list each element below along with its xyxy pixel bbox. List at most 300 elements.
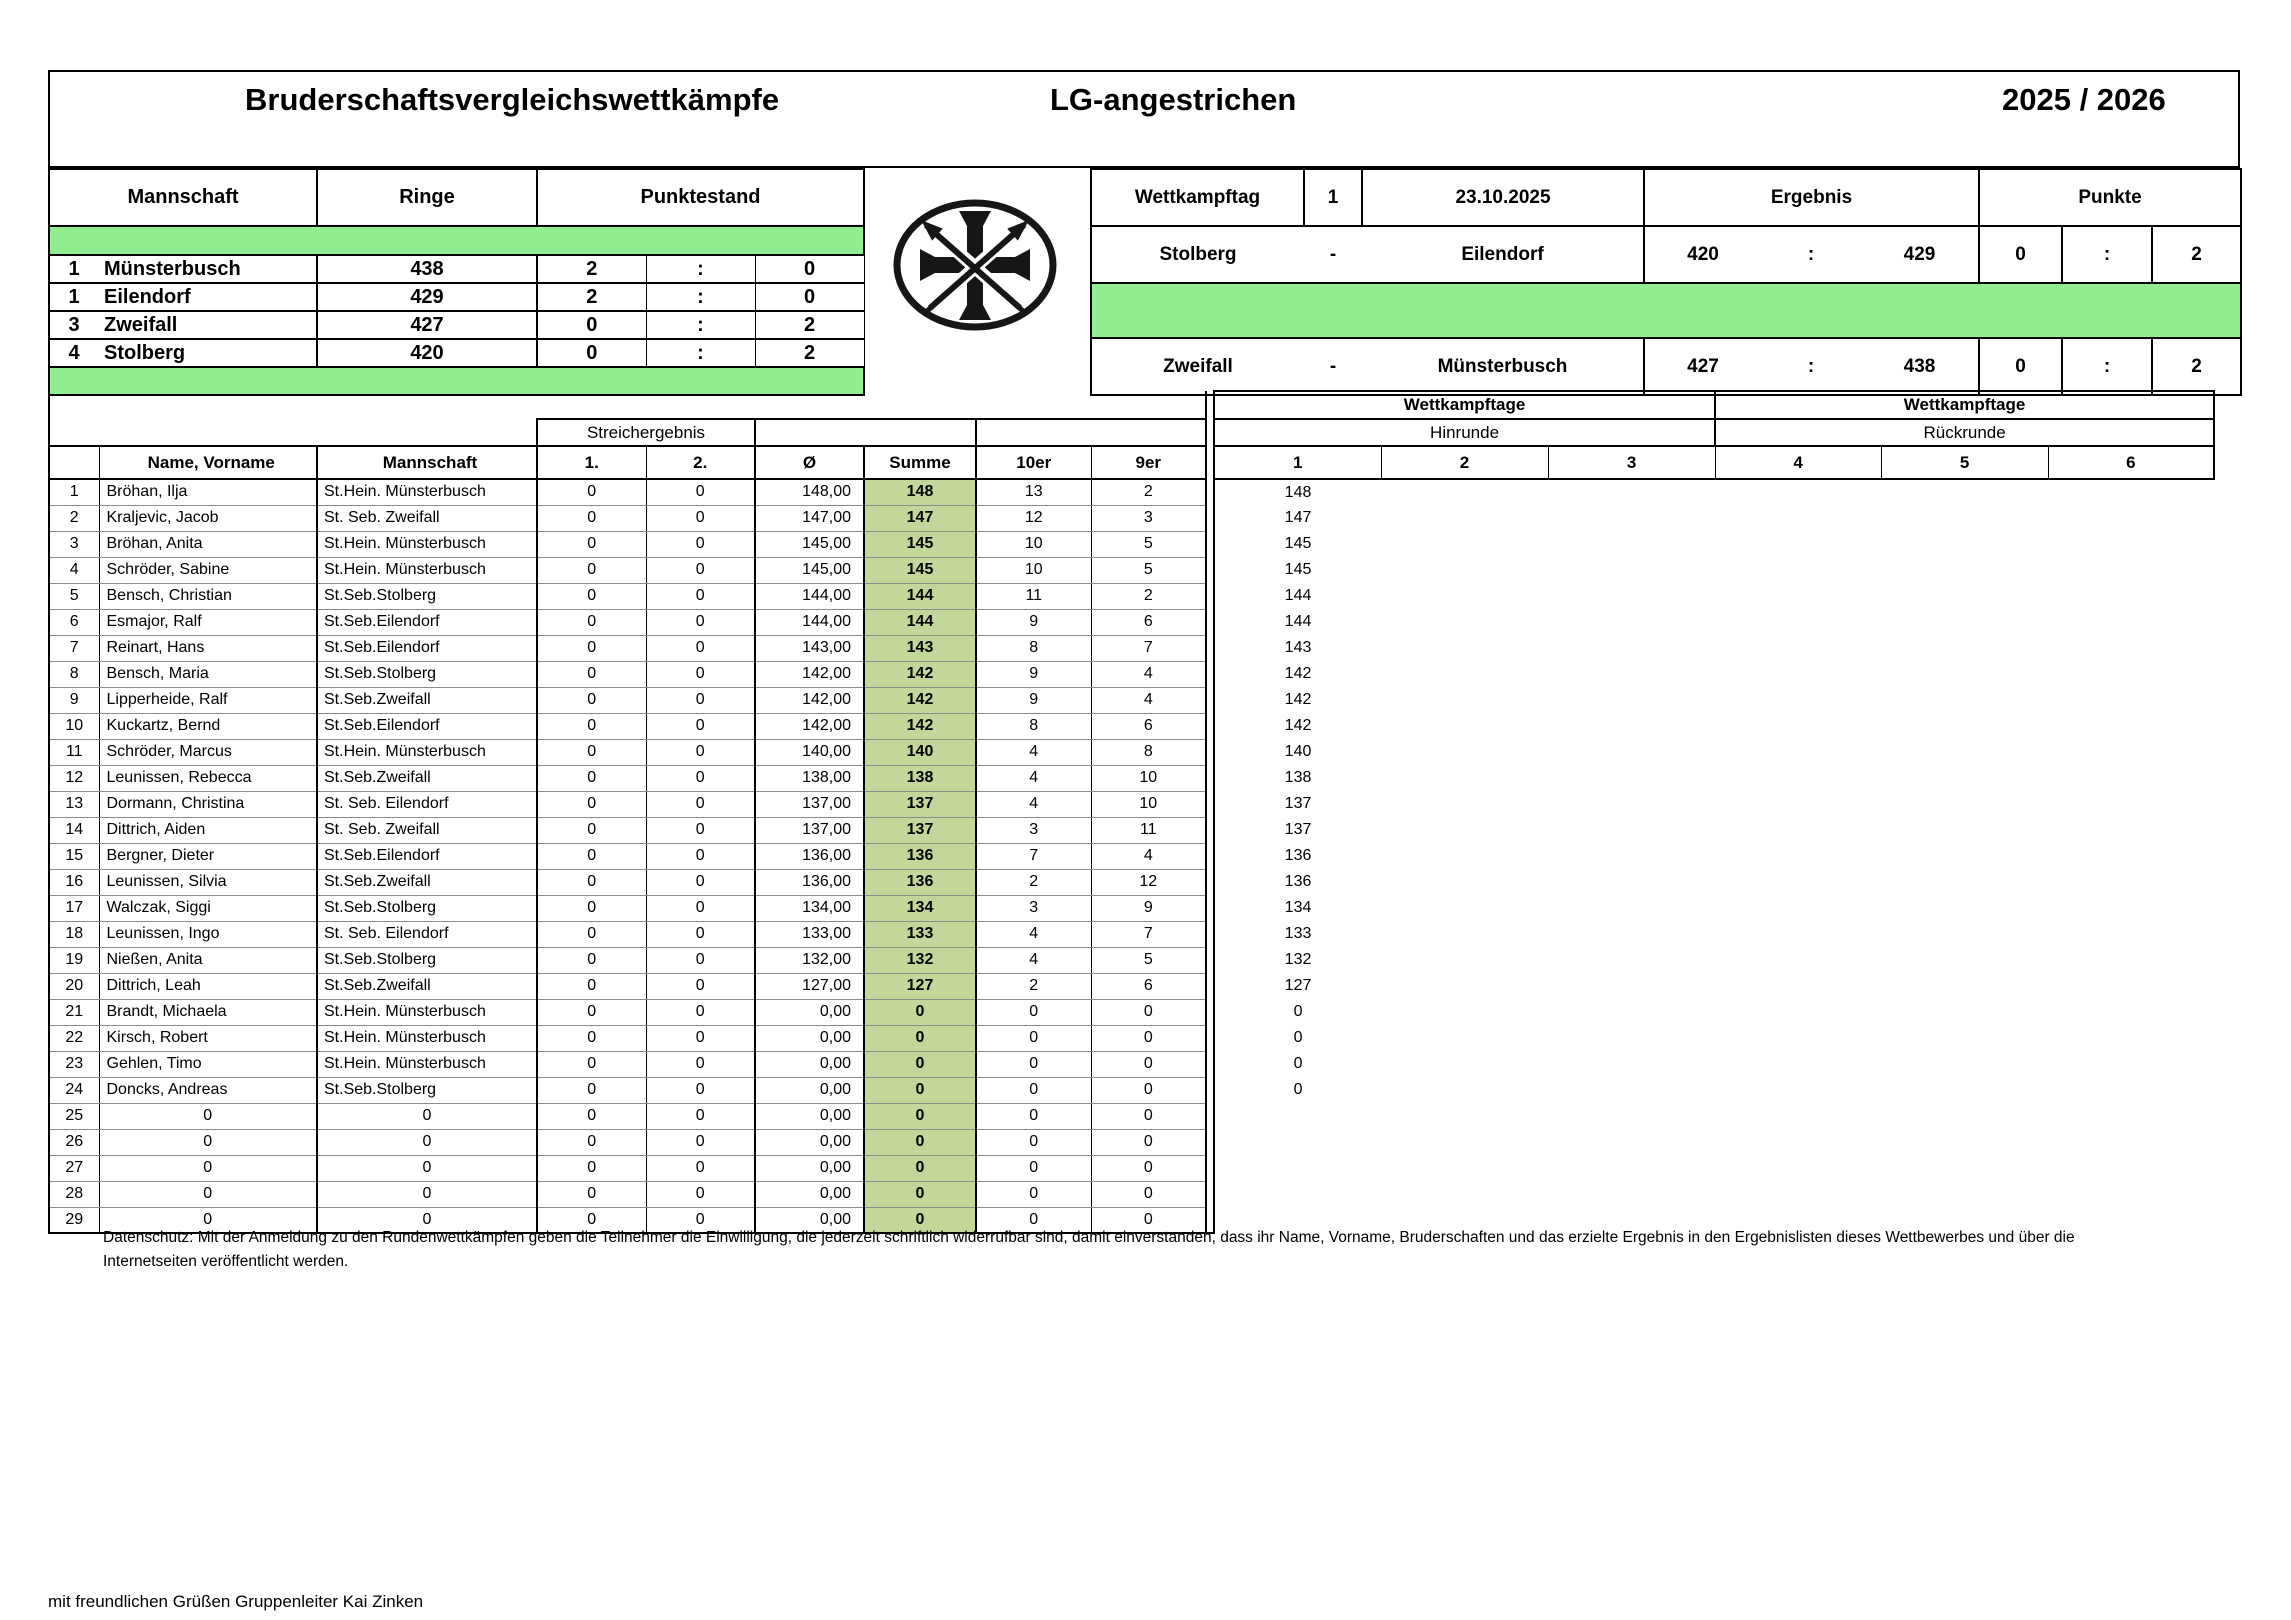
shooter-name: Doncks, Andreas — [99, 1077, 317, 1103]
tens-count: 3 — [976, 817, 1091, 843]
shooter-name: 0 — [99, 1129, 317, 1155]
streich-1-value: 0 — [537, 505, 646, 531]
colon-separator: : — [646, 339, 755, 367]
nines-count: 0 — [1091, 1025, 1206, 1051]
day-empty-cell — [1548, 843, 1715, 869]
shooter-name: 0 — [99, 1181, 317, 1207]
nines-count: 0 — [1091, 1155, 1206, 1181]
average-value: 144,00 — [755, 583, 864, 609]
nines-count: 5 — [1091, 947, 1206, 973]
result-row — [49, 1103, 2214, 1129]
day-empty-cell — [2048, 791, 2214, 817]
day-empty-cell — [2048, 947, 2214, 973]
blank-corner-cell — [49, 446, 99, 479]
streich-2-value: 0 — [646, 557, 755, 583]
shooter-club: St. Seb. Eilendorf — [317, 791, 537, 817]
shooter-club: St.Seb.Eilendorf — [317, 843, 537, 869]
shooter-name: Schröder, Sabine — [99, 557, 317, 583]
streich-2-value: 0 — [646, 1103, 755, 1129]
shooter-name: Bröhan, Ilja — [99, 479, 317, 505]
day-empty-cell — [1715, 1129, 1881, 1155]
result-row — [49, 817, 2214, 843]
shooter-name: Esmajor, Ralf — [99, 609, 317, 635]
result-row — [49, 765, 2214, 791]
day-1-result: 142 — [1284, 691, 1312, 708]
day-empty-cell — [1381, 999, 1548, 1025]
day-empty-cell — [1715, 791, 1881, 817]
summe-value: 0 — [864, 1207, 976, 1233]
column-separator — [1206, 1025, 1214, 1051]
day-1-result: 145 — [1284, 535, 1312, 552]
day-empty-cell — [2048, 531, 2214, 557]
result-row — [49, 843, 2214, 869]
average-value: 143,00 — [755, 635, 864, 661]
column-separator — [1206, 419, 1214, 446]
summe-value: 142 — [864, 661, 976, 687]
summe-value: 0 — [864, 1155, 976, 1181]
column-separator — [1206, 1129, 1214, 1155]
header-day-1: 1 — [1214, 446, 1381, 479]
nines-count: 0 — [1091, 1181, 1206, 1207]
tens-count: 7 — [976, 843, 1091, 869]
column-separator — [1206, 1051, 1214, 1077]
day-empty-cell — [2048, 843, 2214, 869]
summe-value: 136 — [864, 843, 976, 869]
day-1-result: 143 — [1284, 639, 1312, 656]
result-row — [49, 1051, 2214, 1077]
match-results-table — [1090, 168, 2242, 396]
row-number: 26 — [49, 1129, 99, 1155]
discipline-title: LG-angestrichen — [1050, 82, 1297, 117]
streich-2-value: 0 — [646, 843, 755, 869]
tens-count: 2 — [976, 869, 1091, 895]
header-10er: 10er — [976, 446, 1091, 479]
result-row — [49, 1155, 2214, 1181]
day-empty-cell — [2048, 635, 2214, 661]
day-empty-cell — [2048, 583, 2214, 609]
summe-value: 0 — [864, 1129, 976, 1155]
column-separator — [1206, 791, 1214, 817]
column-separator — [1206, 531, 1214, 557]
shooter-name: Brandt, Michaela — [99, 999, 317, 1025]
result-row — [49, 895, 2214, 921]
shooter-club: St.Hein. Münsterbusch — [317, 1025, 537, 1051]
day-empty-cell — [2048, 1155, 2214, 1181]
summe-value: 138 — [864, 765, 976, 791]
day-empty-cell — [1715, 1181, 1881, 1207]
match-header-ergebnis: Ergebnis — [1644, 169, 1979, 226]
streich-2-value: 0 — [646, 1051, 755, 1077]
streich-1-value: 0 — [537, 1129, 646, 1155]
streich-2-value: 0 — [646, 687, 755, 713]
nines-count: 2 — [1091, 583, 1206, 609]
shooter-club: St.Hein. Münsterbusch — [317, 1051, 537, 1077]
day-empty-cell — [1881, 713, 2048, 739]
streich-1-value: 0 — [537, 999, 646, 1025]
team-points-against: 2 — [755, 339, 864, 367]
header-day-2: 2 — [1381, 446, 1548, 479]
summe-value: 142 — [864, 687, 976, 713]
row-number: 1 — [49, 479, 99, 505]
day-empty-cell — [1881, 609, 2048, 635]
team-rank: 3 — [68, 313, 80, 336]
day-empty-cell — [1715, 973, 1881, 999]
match-away-score: 429 — [1861, 226, 1979, 283]
tens-count: 10 — [976, 531, 1091, 557]
summe-value: 144 — [864, 609, 976, 635]
nines-count: 10 — [1091, 791, 1206, 817]
tens-count: 0 — [976, 999, 1091, 1025]
result-row — [49, 1077, 2214, 1103]
match-header-punkte: Punkte — [1979, 169, 2241, 226]
summe-value: 137 — [864, 791, 976, 817]
summe-value: 145 — [864, 531, 976, 557]
privacy-line-2: Internetseiten veröffentlicht werden. — [103, 1253, 349, 1270]
tens-count: 4 — [976, 739, 1091, 765]
day-empty-cell — [1548, 1051, 1715, 1077]
team-header-row — [49, 169, 864, 226]
privacy-line-1: Datenschutz: Mit der Anmeldung zu den Rundenwettkämpfen geben die Teilnehmer die Einwilligung, die jederzeit schriftlich widerrufbar sind, damit einverstanden, dass ihr Name, Vorname, Bruderschaften und das erzielte Ergebnis in den Ergebnislisten dieses Wettbewerbes und über die — [103, 1229, 2075, 1246]
tens-count: 4 — [976, 947, 1091, 973]
day-1-result: 136 — [1284, 847, 1312, 864]
shooter-club: St.Seb.Stolberg — [317, 661, 537, 687]
column-separator — [1206, 921, 1214, 947]
day-1-result: 140 — [1284, 743, 1312, 760]
shooter-club: St.Hein. Münsterbusch — [317, 999, 537, 1025]
shooter-name: Dittrich, Aiden — [99, 817, 317, 843]
average-value: 138,00 — [755, 765, 864, 791]
shooter-club: St.Seb.Stolberg — [317, 583, 537, 609]
day-empty-cell — [1381, 609, 1548, 635]
day-empty-cell — [2048, 479, 2214, 505]
day-empty-cell — [1715, 817, 1881, 843]
streich-2-value: 0 — [646, 973, 755, 999]
day-empty-cell — [1381, 661, 1548, 687]
day-1-result: 134 — [1284, 899, 1312, 916]
team-name: Zweifall — [104, 313, 178, 336]
tens-count: 2 — [976, 973, 1091, 999]
header-name: Name, Vorname — [99, 446, 317, 479]
team-name: Münsterbusch — [104, 257, 241, 280]
streich-1-value: 0 — [537, 661, 646, 687]
shooter-name: Kraljevic, Jacob — [99, 505, 317, 531]
average-value: 0,00 — [755, 1181, 864, 1207]
column-separator — [1206, 817, 1214, 843]
season-label: 2025 / 2026 — [2002, 82, 2166, 117]
day-empty-cell — [1881, 635, 2048, 661]
row-number: 6 — [49, 609, 99, 635]
tens-count: 0 — [976, 1155, 1091, 1181]
match-away-team: Münsterbusch — [1362, 338, 1644, 395]
colon-separator: : — [646, 255, 755, 283]
header-day-3: 3 — [1548, 446, 1715, 479]
average-value: 136,00 — [755, 843, 864, 869]
day-empty-cell — [1881, 1103, 2048, 1129]
column-separator — [1206, 609, 1214, 635]
tens-count: 9 — [976, 661, 1091, 687]
nines-count: 4 — [1091, 661, 1206, 687]
day-empty-cell — [2048, 817, 2214, 843]
match-header-wettkampftag: Wettkampftag — [1091, 169, 1304, 226]
row-number: 3 — [49, 531, 99, 557]
day-empty-cell — [1548, 583, 1715, 609]
row-number: 8 — [49, 661, 99, 687]
shooter-name: Dittrich, Leah — [99, 973, 317, 999]
team-name-cell — [49, 339, 317, 367]
day-empty-cell — [2048, 765, 2214, 791]
day-empty-cell — [1381, 791, 1548, 817]
day-empty-cell — [1548, 973, 1715, 999]
day-1-result — [1214, 1129, 1381, 1155]
row-number: 10 — [49, 713, 99, 739]
day-empty-cell — [1381, 557, 1548, 583]
shooter-name: Leunissen, Ingo — [99, 921, 317, 947]
average-value: 0,00 — [755, 1051, 864, 1077]
shooter-club: 0 — [317, 1181, 537, 1207]
column-separator — [1206, 843, 1214, 869]
nines-count: 5 — [1091, 531, 1206, 557]
day-empty-cell — [2048, 895, 2214, 921]
team-points-for: 0 — [537, 311, 646, 339]
day-empty-cell — [1548, 713, 1715, 739]
average-value: 142,00 — [755, 687, 864, 713]
result-row — [49, 739, 2214, 765]
shooter-name: Gehlen, Timo — [99, 1051, 317, 1077]
match-header-day-number: 1 — [1304, 169, 1362, 226]
average-value: 132,00 — [755, 947, 864, 973]
row-number: 17 — [49, 895, 99, 921]
day-empty-cell — [1381, 843, 1548, 869]
match-row — [1091, 338, 2241, 395]
shooter-club: St.Seb.Stolberg — [317, 1077, 537, 1103]
shooter-club: St. Seb. Eilendorf — [317, 921, 537, 947]
shooter-club: St.Seb.Zweifall — [317, 765, 537, 791]
tens-count: 10 — [976, 557, 1091, 583]
green-bar — [49, 226, 864, 255]
day-empty-cell — [1381, 479, 1548, 505]
day-empty-cell — [1715, 713, 1881, 739]
nines-count: 0 — [1091, 1129, 1206, 1155]
column-separator — [1206, 869, 1214, 895]
team-row — [49, 339, 864, 367]
shooter-club: St.Seb.Stolberg — [317, 947, 537, 973]
column-separator — [1206, 765, 1214, 791]
day-empty-cell — [1715, 1025, 1881, 1051]
day-empty-cell — [1881, 557, 2048, 583]
match-home-team: Zweifall — [1091, 338, 1304, 395]
day-empty-cell — [2048, 739, 2214, 765]
nines-count: 0 — [1091, 1207, 1206, 1233]
shooter-name: 0 — [99, 1103, 317, 1129]
column-separator — [1206, 583, 1214, 609]
day-empty-cell — [1381, 817, 1548, 843]
day-1-result — [1214, 1103, 1381, 1129]
day-1-result: 142 — [1284, 717, 1312, 734]
streich-2-value: 0 — [646, 505, 755, 531]
team-points-for: 2 — [537, 255, 646, 283]
shooter-name: Bensch, Maria — [99, 661, 317, 687]
row-number: 22 — [49, 1025, 99, 1051]
wettkampftage-left-header: Wettkampftage — [1214, 391, 1715, 419]
day-empty-cell — [1381, 765, 1548, 791]
shooter-club: St.Seb.Zweifall — [317, 869, 537, 895]
match-away-points: 2 — [2152, 338, 2241, 395]
row-number: 9 — [49, 687, 99, 713]
day-empty-cell — [1715, 921, 1881, 947]
day-empty-cell — [1381, 921, 1548, 947]
result-row — [49, 583, 2214, 609]
row-number: 13 — [49, 791, 99, 817]
result-row — [49, 505, 2214, 531]
day-empty-cell — [1381, 531, 1548, 557]
streich-1-value: 0 — [537, 817, 646, 843]
day-empty-cell — [2048, 505, 2214, 531]
streich-2-value: 0 — [646, 583, 755, 609]
green-divider-row — [49, 226, 864, 255]
day-empty-cell — [1881, 739, 2048, 765]
tens-count: 9 — [976, 609, 1091, 635]
shooter-name: Kuckartz, Bernd — [99, 713, 317, 739]
row-number: 25 — [49, 1103, 99, 1129]
day-empty-cell — [1548, 765, 1715, 791]
row-number: 2 — [49, 505, 99, 531]
shooter-name: Bröhan, Anita — [99, 531, 317, 557]
day-empty-cell — [1548, 921, 1715, 947]
streich-2-value: 0 — [646, 1129, 755, 1155]
shooter-club: St.Hein. Münsterbusch — [317, 531, 537, 557]
summe-value: 148 — [864, 479, 976, 505]
day-1-result: 147 — [1284, 509, 1312, 526]
summe-value: 133 — [864, 921, 976, 947]
day-empty-cell — [1881, 999, 2048, 1025]
nines-count: 4 — [1091, 687, 1206, 713]
column-separator — [1206, 739, 1214, 765]
match-away-points: 2 — [2152, 226, 2241, 283]
day-empty-cell — [1548, 661, 1715, 687]
team-standings-table — [48, 168, 865, 396]
streich-1-value: 0 — [537, 1025, 646, 1051]
tens-count: 0 — [976, 1077, 1091, 1103]
result-row — [49, 661, 2214, 687]
match-home-score: 420 — [1644, 226, 1761, 283]
day-empty-cell — [1715, 947, 1881, 973]
day-empty-cell — [1548, 895, 1715, 921]
streich-2-value: 0 — [646, 765, 755, 791]
shooter-results-table — [48, 390, 2215, 1234]
day-empty-cell — [1381, 1077, 1548, 1103]
streich-1-value: 0 — [537, 713, 646, 739]
result-row — [49, 1181, 2214, 1207]
header-mannschaft: Mannschaft — [317, 446, 537, 479]
day-empty-cell — [1881, 1181, 2048, 1207]
colon-separator: : — [646, 311, 755, 339]
average-value: 0,00 — [755, 999, 864, 1025]
blank-box — [755, 419, 976, 446]
result-row — [49, 791, 2214, 817]
nines-count: 0 — [1091, 1077, 1206, 1103]
day-empty-cell — [1381, 1051, 1548, 1077]
shooter-club: St.Hein. Münsterbusch — [317, 479, 537, 505]
day-empty-cell — [1548, 505, 1715, 531]
day-empty-cell — [1381, 583, 1548, 609]
streich-1-value: 0 — [537, 1181, 646, 1207]
shooter-name: 0 — [99, 1155, 317, 1181]
nines-count: 12 — [1091, 869, 1206, 895]
column-separator — [1206, 505, 1214, 531]
nines-count: 4 — [1091, 843, 1206, 869]
day-empty-cell — [1548, 869, 1715, 895]
streich-1-value: 0 — [537, 583, 646, 609]
column-separator — [1206, 713, 1214, 739]
day-empty-cell — [2048, 1103, 2214, 1129]
column-separator — [1206, 999, 1214, 1025]
average-value: 145,00 — [755, 557, 864, 583]
streich-2-value: 0 — [646, 1155, 755, 1181]
team-rank: 1 — [68, 285, 80, 308]
day-1-result — [1214, 1155, 1381, 1181]
nines-count: 0 — [1091, 1103, 1206, 1129]
shooter-name: Reinart, Hans — [99, 635, 317, 661]
summe-value: 142 — [864, 713, 976, 739]
hinrunde-header: Hinrunde — [1214, 419, 1715, 446]
day-empty-cell — [1548, 531, 1715, 557]
day-1-result: 142 — [1284, 665, 1312, 682]
shooter-club: St.Seb.Eilendorf — [317, 635, 537, 661]
summe-value: 127 — [864, 973, 976, 999]
tens-count: 0 — [976, 1181, 1091, 1207]
column-separator — [1206, 479, 1214, 505]
tens-count: 11 — [976, 583, 1091, 609]
day-1-result: 132 — [1284, 951, 1312, 968]
tens-count: 8 — [976, 635, 1091, 661]
streich-2-value: 0 — [646, 1207, 755, 1233]
day-empty-cell — [1715, 843, 1881, 869]
nines-count: 11 — [1091, 817, 1206, 843]
row-number: 19 — [49, 947, 99, 973]
result-row — [49, 973, 2214, 999]
tens-count: 0 — [976, 1207, 1091, 1233]
header-day-5: 5 — [1881, 446, 2048, 479]
day-empty-cell — [1548, 1181, 1715, 1207]
average-value: 127,00 — [755, 973, 864, 999]
tens-count: 4 — [976, 791, 1091, 817]
nines-count: 0 — [1091, 999, 1206, 1025]
average-value: 0,00 — [755, 1077, 864, 1103]
day-empty-cell — [2048, 1129, 2214, 1155]
nines-count: 7 — [1091, 921, 1206, 947]
day-empty-cell — [1381, 1129, 1548, 1155]
streich-1-value: 0 — [537, 973, 646, 999]
shooter-club: St. Seb. Zweifall — [317, 505, 537, 531]
day-empty-cell — [2048, 1077, 2214, 1103]
average-value: 0,00 — [755, 1129, 864, 1155]
summe-value: 137 — [864, 817, 976, 843]
summe-value: 136 — [864, 869, 976, 895]
points-colon: : — [2062, 226, 2152, 283]
shooter-name: Dormann, Christina — [99, 791, 317, 817]
average-value: 137,00 — [755, 791, 864, 817]
match-home-score: 427 — [1644, 338, 1761, 395]
colon-separator: : — [646, 283, 755, 311]
team-name-cell — [49, 311, 317, 339]
column-separator — [1206, 973, 1214, 999]
shooter-name: Bensch, Christian — [99, 583, 317, 609]
day-empty-cell — [1548, 1155, 1715, 1181]
header-streich-1: 1. — [537, 446, 646, 479]
streich-1-value: 0 — [537, 765, 646, 791]
row-number: 11 — [49, 739, 99, 765]
streich-2-value: 0 — [646, 869, 755, 895]
